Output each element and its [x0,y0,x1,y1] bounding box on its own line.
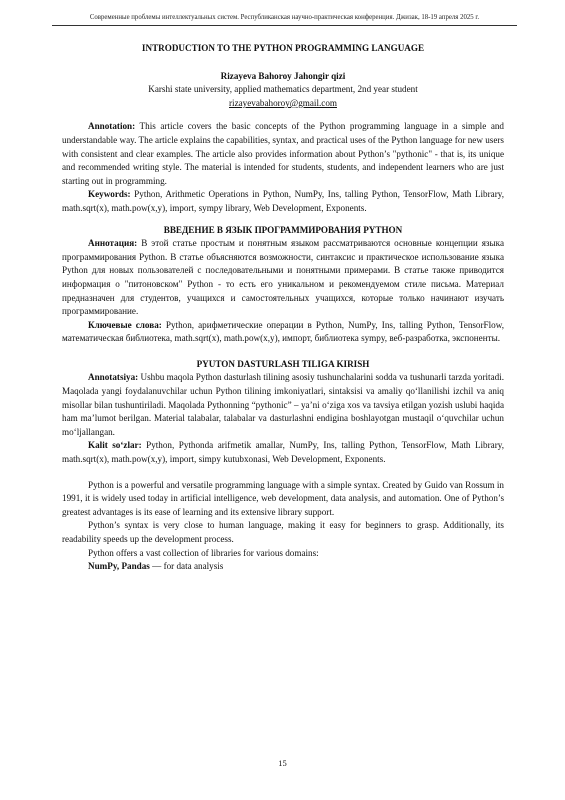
uz-keywords [62,439,504,466]
section-gap [62,467,504,479]
library-names: NumPy, Pandas [88,561,150,572]
ru-title: ВВЕДЕНИЕ В ЯЗЫК ПРОГРАММИРОВАНИЯ PYTHON [163,224,403,235]
en-annotation [62,120,504,188]
en-keywords [62,188,504,215]
body-paragraph-1: Python is a powerful and versatile programming language with a simple syntax. Created by Guido van Rossum in 1991, it is widely used today in artificial intelligence, web development, data analysis, and automation. One of Python’s greatest advantages is its ease of learning and its extensive library support. [62,479,504,517]
uz-annotation-text: Ushbu maqola Python dasturlash tilining asosiy tushunchalarini sodda va tushunarli tarzda yoritadi. Maqolada yangi foydalanuvchilar uchun Python tilining imkoniyatlari, sintaksisi va amaliy qo‘llanilishi izchil va aniq misollar bilan tushuntiriladi. Maqolada Pythonning “pythonic” – ya’ni o‘ziga xos va tavsiya etilgan yozish uslubi haqida ham ma’lumot berilgan. Material talabalar, talabalar va dasturlashni endigina boshlayotgan mustaqil o‘quvchilar uchun mo‘ljallangan. [62,372,504,437]
author-email[interactable]: rizayevabahoroy@gmail.com [229,97,337,108]
ru-keywords [62,319,504,346]
running-header: Современные проблемы интеллектуальных систем. Республиканская научно-практическая конференция. Джизак, 18-19 апреля 2025 г. [89,14,480,21]
body-paragraph-2: Python’s syntax is very close to human language, making it easy for beginners to grasp. Additionally, its readability speeds up the development process. [62,520,504,544]
ru-annotation-text: В этой статье простым и понятным языком рассматриваются основные концепции языка программирования Python. В статье объясняются возможности, синтаксис и практическое использование языка Python для новых пользователей с последовательными и понятными примерами. В статье также приводится информация о "питоновском" Python - то есть его уникальном и рекомендуемом стиле письма. Материал предназначен для студентов, учащихся и самостоятельных учащихся, которые только начинают изучать программирование. [62,238,504,317]
en-annotation-text: This article covers the basic concepts of the Python programming language in a simple and understandable way. The article explains the capabilities, syntax, and practical uses of the Python language for new users with consistent and clear examples. The article also provides information about Python’s "pythonic" - that is, its unique and recommended writing style. The material is intended for students, students, and independent learners who are just starting out in programming. [62,121,504,186]
ru-annotation-label: Аннотация: [88,238,138,249]
en-keywords-label: Keywords: [88,189,131,200]
article-title: INTRODUCTION TO THE PYTHON PROGRAMMING LANGUAGE [141,43,425,53]
article-body [62,42,504,574]
author-affiliation: Karshi state university, applied mathematics department, 2nd year student [148,84,418,95]
library-purpose: — for data analysis [149,561,224,572]
page-number: 15 [278,758,287,768]
uz-keywords-text: Python, Pythonda arifmetik amallar, NumPy, Ins, talling Python, TensorFlow, Math Library, math.sqrt(x), math.pow(x,y), import, simpy kutubxonasi, Web Development, Exponents. [62,440,504,465]
body-paragraph-3: Python offers a vast collection of libraries for various domains: [88,547,319,558]
ru-keywords-label: Ключевые слова: [88,319,162,330]
uz-keywords-label: Kalit so‘zlar: [88,440,142,451]
uz-annotation [62,371,504,439]
en-annotation-label: Annotation: [88,121,136,132]
author-name: Rizayeva Bahoroy Jahongir qizi [220,70,346,81]
uz-annotation-label: Annotatsiya: [88,372,139,383]
ru-annotation [62,237,504,319]
ru-keywords-text: Python, арифметические операции в Python, NumPy, Ins, talling Python, TensorFlow, математическая библиотека, math.sqrt(x), math.pow(x,y), импорт, библиотека sympy, веб-разработка, экспоненты. [62,319,504,344]
body-paragraph-4 [62,560,504,574]
en-keywords-text: Python, Arithmetic Operations in Python, NumPy, Ins, talling Python, TensorFlow, Math Library, math.sqrt(x), math.pow(x,y), import, sympy library, Web Development, Exponents. [62,189,504,213]
header-rule [52,25,517,26]
uz-title: PYUTON DASTURLASH TILIGA KIRISH [196,358,370,369]
